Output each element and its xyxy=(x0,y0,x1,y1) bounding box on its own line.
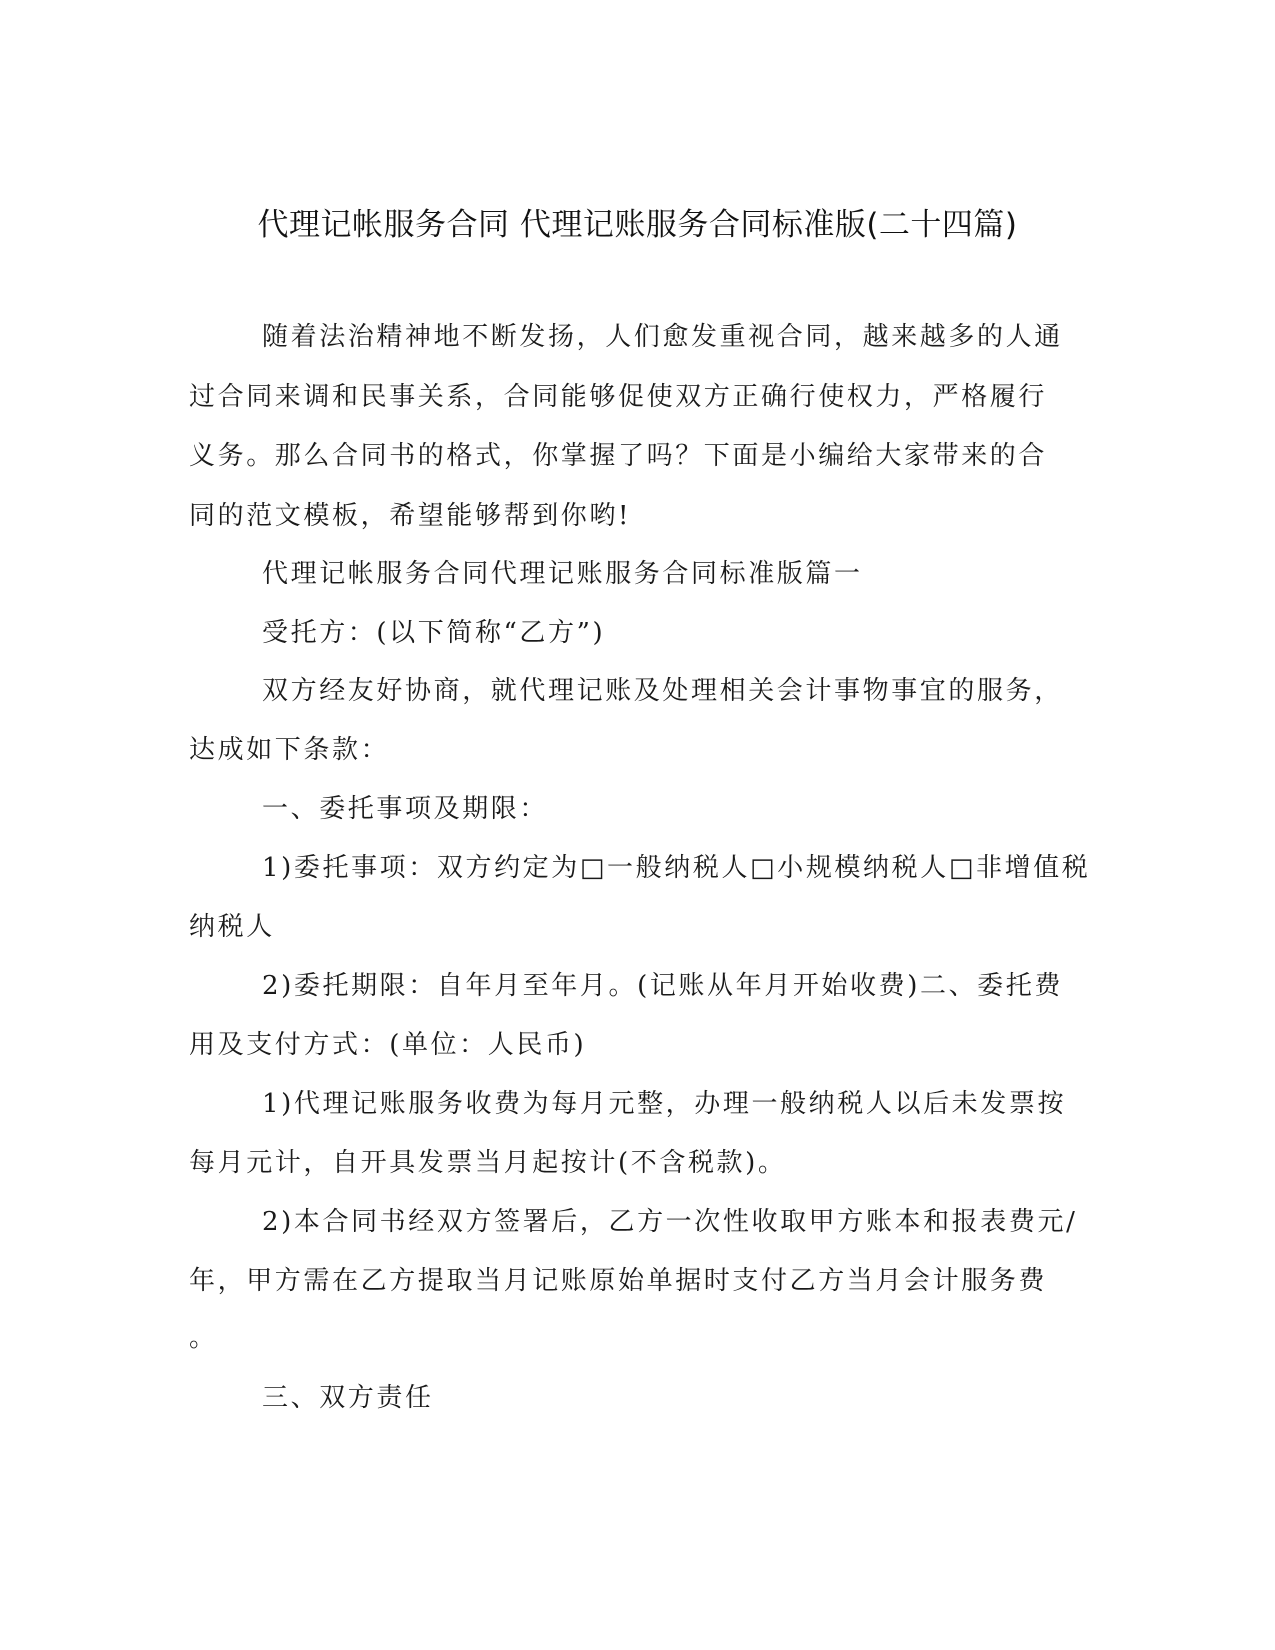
document-title: 代理记帐服务合同 代理记账服务合同标准版(二十四篇) xyxy=(257,207,1018,243)
paragraph-line: 纳税人 xyxy=(189,912,275,942)
paragraph-line: 每月元计，自开具发票当月起按计(不含税款)。 xyxy=(189,1148,787,1178)
paragraph-line: 年，甲方需在乙方提取当月记账原始单据时支付乙方当月会计服务费 xyxy=(189,1266,1048,1296)
paragraph-line: 达成如下条款： xyxy=(189,735,390,765)
paragraph-line: 2)本合同书经双方签署后，乙方一次性收取甲方账本和报表费元/ xyxy=(262,1207,1078,1237)
paragraph-line: 用及支付方式：(单位：人民币) xyxy=(189,1030,587,1060)
paragraph-line: 义务。那么合同书的格式，你掌握了吗？下面是小编给大家带来的合 xyxy=(189,441,1048,471)
paragraph-line: 过合同来调和民事关系，合同能够促使双方正确行使权力，严格履行 xyxy=(189,382,1048,412)
clause-heading: 三、双方责任 xyxy=(262,1383,434,1413)
paragraph-line: 随着法治精神地不断发扬，人们愈发重视合同，越来越多的人通 xyxy=(262,322,1063,352)
section-heading: 代理记帐服务合同代理记账服务合同标准版篇一 xyxy=(262,559,863,589)
paragraph-line: 双方经友好协商，就代理记账及处理相关会计事物事宜的服务， xyxy=(262,676,1063,706)
paragraph-line: 受托方：(以下简称“乙方”) xyxy=(262,618,606,648)
paragraph-line: 同的范文模板，希望能够帮到你哟! xyxy=(189,501,632,531)
paragraph-line: 1)代理记账服务收费为每月元整，办理一般纳税人以后未发票按 xyxy=(262,1089,1067,1119)
paragraph-line: 1)委托事项：双方约定为□一般纳税人□小规模纳税人□非增值税 xyxy=(262,853,1091,883)
paragraph-line: 。 xyxy=(189,1323,218,1353)
paragraph-line: 2)委托期限：自年月至年月。(记账从年月开始收费)二、委托费 xyxy=(262,971,1063,1001)
clause-heading: 一、委托事项及期限： xyxy=(262,794,549,824)
